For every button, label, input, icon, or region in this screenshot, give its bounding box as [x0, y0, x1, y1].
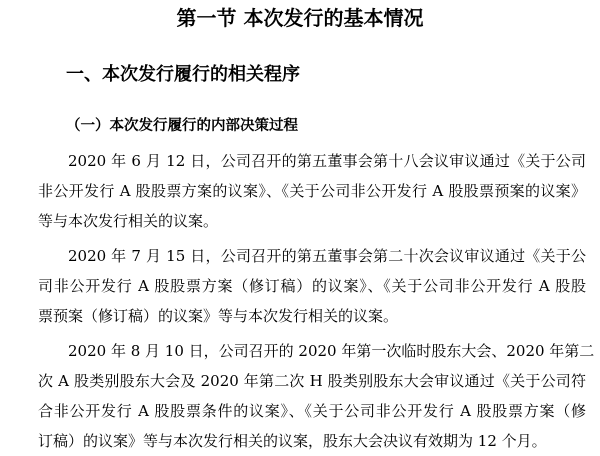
- paragraph-line: 合非公开发行 A 股股票条件的议案》、《关于公司非公开发行 A 股股票方案（修: [38, 402, 586, 420]
- paragraph-line: 订稿）的议案》等与本次发行相关的议案，股东大会决议有效期为 12 个月。: [38, 432, 547, 450]
- paragraph-line: 非公开发行 A 股股票方案的议案》、《关于公司非公开发行 A 股股票预案的议案》: [38, 182, 586, 200]
- paragraph-line: 司非公开发行 A 股股票方案（修订稿）的议案》、《关于公司非公开发行 A 股股: [38, 277, 586, 295]
- subsection-title: （一）本次发行履行的内部决策过程: [66, 118, 298, 134]
- paragraph-line: 等与本次发行相关的议案。: [38, 212, 219, 230]
- section-title: 一、本次发行履行的相关程序: [66, 64, 300, 85]
- paragraph-shareholder-meeting-august: [38, 336, 595, 456]
- paragraph-line: 票预案（修订稿）的议案》等与本次发行相关的议案。: [38, 307, 399, 325]
- paragraph-board-meeting-june: [38, 146, 586, 236]
- paragraph-line: 2020 年 7 月 15 日，公司召开的第五董事会第二十次会议审议通过《关于公: [68, 247, 586, 265]
- paragraph-board-meeting-july: [38, 241, 586, 331]
- chapter-title: 第一节 本次发行的基本情况: [176, 6, 424, 30]
- paragraph-line: 2020 年 8 月 10 日，公司召开的 2020 年第一次临时股东大会、2020 年第二: [68, 342, 595, 360]
- paragraph-line: 次 A 股类别股东大会及 2020 年第二次 H 股类别股东大会审议通过《关于公司符: [38, 372, 586, 390]
- paragraph-line: 2020 年 6 月 12 日，公司召开的第五董事会第十八会议审议通过《关于公司: [68, 152, 586, 170]
